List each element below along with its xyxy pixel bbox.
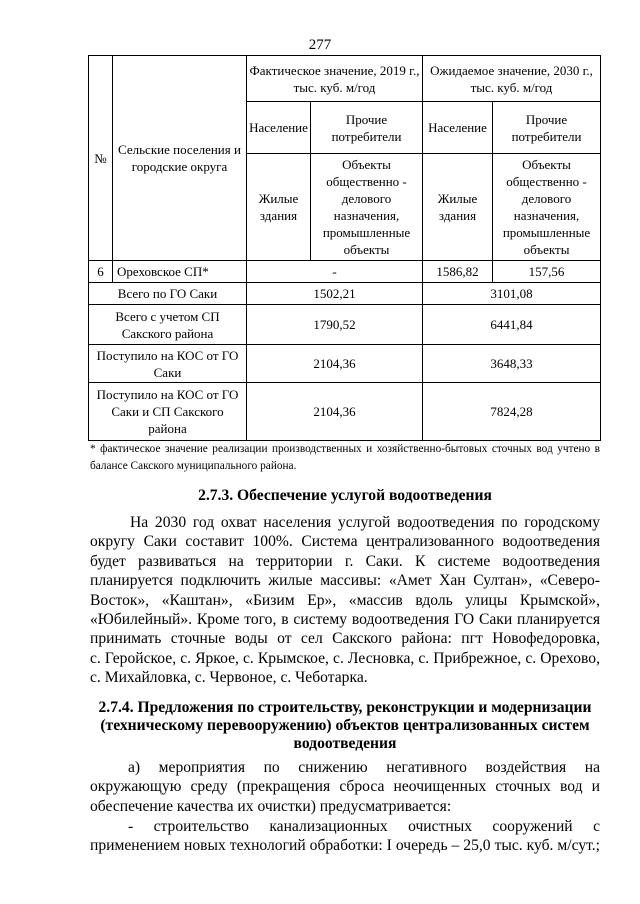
header-fact-other: Прочие потребители xyxy=(311,102,423,154)
paragraph-line: с. Геройское, с. Яркое, с. Крымское, с. Лесновка, с. Прибрежное, с. Орехово, xyxy=(90,649,600,667)
section-2-7-3-paragraph xyxy=(90,513,600,688)
total-fact: 1790,52 xyxy=(247,305,423,345)
total-fact: 1502,21 xyxy=(247,283,423,305)
header-fact: Фактическое значение, 2019 г., тыс. куб. м/год xyxy=(247,56,423,102)
table-footnote: * фактическое значение реализации производственных и хозяйственно-бытовых сточных вод учтено в балансе Сакского муниципального района. xyxy=(90,443,600,472)
paragraph-line: применением новых технологий обработки: I очередь – 25,0 тыс. куб. м/сут.; xyxy=(90,837,600,855)
paragraph-line: - строительство канализационных очистных сооружений с xyxy=(128,818,600,835)
section-2-7-4-heading xyxy=(90,699,600,753)
header-exp-public: Объекты общественно - делового назначения, промышленные объекты xyxy=(493,154,601,261)
header-expected: Ожидаемое значение, 2030 г., тыс. куб. м/год xyxy=(423,56,601,102)
heading-line: 2.7.4. Предложения по строительству, реконструкции и модернизации xyxy=(98,699,592,716)
paragraph-line: На 2030 год охват населения услугой водоотведения по городскому xyxy=(130,514,600,531)
total-row xyxy=(89,383,601,441)
paragraph-line: Восток», «Каштан», «Бизим Ер», «массив вдоль улицы Крымской», xyxy=(90,591,600,609)
paragraph-line: с. Михайловка, с. Червоное, с. Чеботарка. xyxy=(90,669,368,687)
header-number: № xyxy=(89,56,113,261)
paragraph-line: а) мероприятия по снижению негативного воздействия на xyxy=(128,759,600,776)
wastewater-table xyxy=(88,55,601,441)
paragraph-line: принимать сточные воды от сел Сакского района: пгт Новофедоровка, xyxy=(90,630,600,648)
header-fact-population: Население xyxy=(247,102,311,154)
header-fact-public: Объекты общественно - делового назначения, промышленные объекты xyxy=(311,154,423,261)
total-row xyxy=(89,283,601,305)
heading-line: водоотведения xyxy=(293,735,397,752)
paragraph-line: планируется подключить жилые массивы: «Амет Хан Султан», «Северо- xyxy=(90,572,600,590)
heading-line: (техническому перевооружению) объектов централизованных систем xyxy=(100,717,590,734)
header-fact-residential: Жилые здания xyxy=(247,154,311,261)
page-number: 277 xyxy=(308,37,332,53)
total-expected: 6441,84 xyxy=(423,305,601,345)
total-label: Всего по ГО Саки xyxy=(89,283,247,305)
total-row xyxy=(89,345,601,383)
total-fact: 2104,36 xyxy=(247,345,423,383)
paragraph-line: «Юбилейный». Кроме того, в систему водоотведения ГО Саки планируется xyxy=(90,611,600,629)
total-expected: 7824,28 xyxy=(423,383,601,441)
paragraph-line: обеспечение качества их очистки) предусматривается: xyxy=(90,797,452,815)
paragraph-line: окружающую среду (прекращения сброса неочищенных сточных вод и xyxy=(90,778,600,796)
row-number: 6 xyxy=(89,261,113,283)
row-fact: - xyxy=(247,261,423,283)
row-exp-other: 157,56 xyxy=(493,261,601,283)
header-exp-residential: Жилые здания xyxy=(423,154,493,261)
total-fact: 2104,36 xyxy=(247,383,423,441)
row-settlement: Ореховское СП* xyxy=(113,261,247,283)
measures-paragraph xyxy=(90,758,600,816)
paragraph-line: будет развиваться на территории г. Саки. К системе водоотведения xyxy=(90,552,600,570)
table-row xyxy=(89,261,601,283)
header-settlement: Сельские поселения и городские округа xyxy=(113,56,247,261)
total-label: Поступило на КОС от ГО Саки xyxy=(89,345,247,383)
paragraph-line: округу Саки составит 100%. Система централизованного водоотведения xyxy=(90,533,600,551)
construction-bullet xyxy=(90,817,600,856)
total-row xyxy=(89,305,601,345)
header-exp-other: Прочие потребители xyxy=(493,102,601,154)
total-label: Поступило на КОС от ГО Саки и СП Сакского района xyxy=(89,383,247,441)
header-exp-population: Население xyxy=(423,102,493,154)
total-label: Всего с учетом СП Сакского района xyxy=(89,305,247,345)
row-exp-population: 1586,82 xyxy=(423,261,493,283)
section-2-7-3-heading: 2.7.3. Обеспечение услугой водоотведения xyxy=(198,487,492,504)
total-expected: 3648,33 xyxy=(423,345,601,383)
total-expected: 3101,08 xyxy=(423,283,601,305)
